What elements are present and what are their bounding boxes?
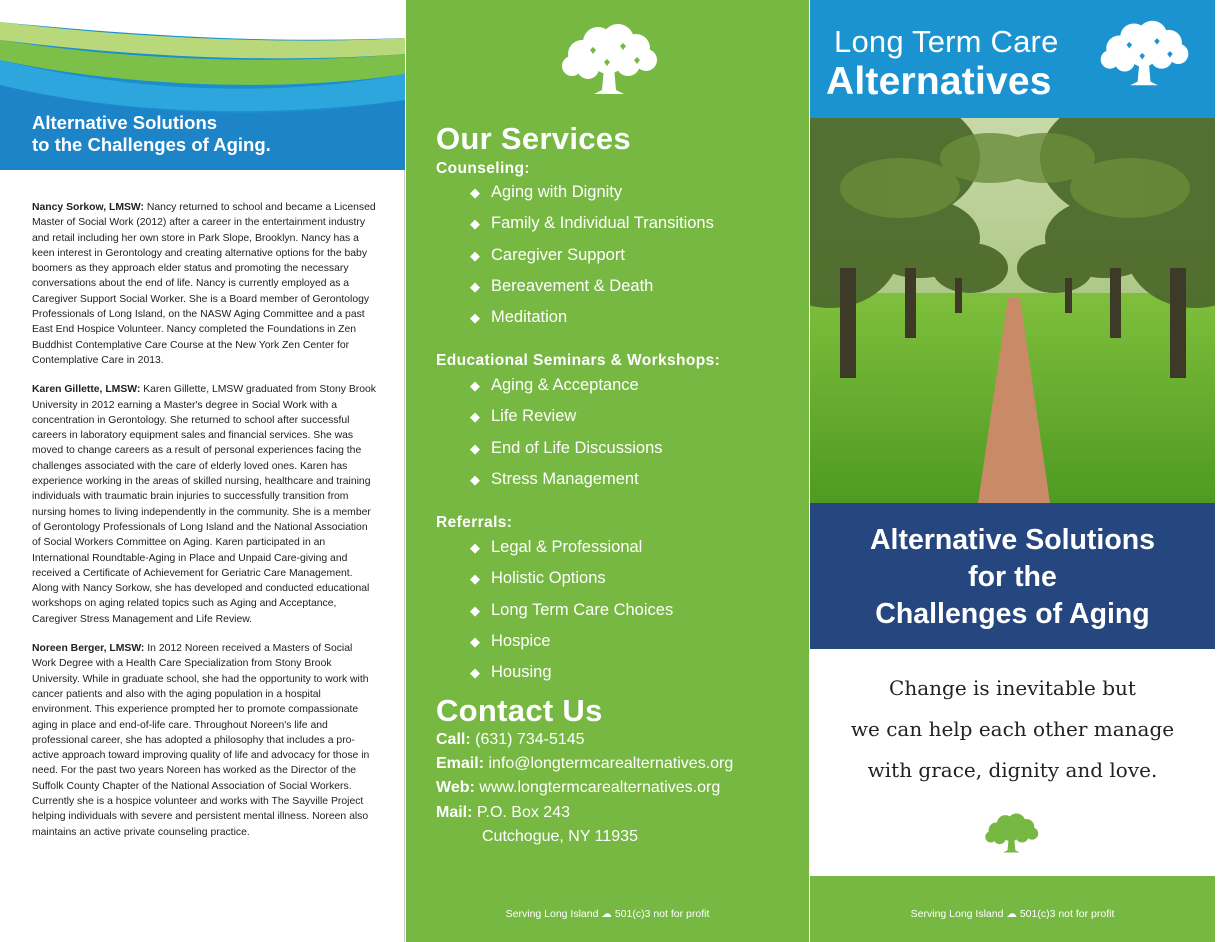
list-item [470, 212, 714, 243]
list-item-label: Family & Individual Transitions [491, 214, 714, 233]
counseling-heading: Counseling: [436, 160, 530, 177]
diamond-bullet-icon: ◆ [470, 471, 480, 487]
list-item-label: Hospice [491, 631, 551, 650]
footer-nonprofit: 501(c)3 not for profit [614, 908, 710, 920]
tagline-line-2: to the Challenges of Aging. [32, 134, 271, 155]
list-item [470, 306, 714, 337]
list-item [470, 405, 663, 436]
list-item-label: End of Life Discussions [491, 438, 663, 457]
diamond-bullet-icon: ◆ [470, 247, 480, 263]
diamond-bullet-icon: ◆ [470, 216, 480, 232]
contact-email [436, 752, 733, 776]
diamond-bullet-icon: ◆ [470, 409, 480, 425]
quote-line-3: with grace, dignity and love. [867, 758, 1158, 782]
cover-slogan [810, 503, 1215, 649]
list-item [470, 374, 663, 405]
list-item [470, 599, 673, 630]
list-item-label: Meditation [491, 308, 568, 327]
tree-logo-icon [983, 811, 1041, 855]
web-label: Web: [436, 779, 475, 797]
mail-label: Mail: [436, 803, 473, 821]
tree-small-icon: ☁ [1006, 908, 1017, 920]
bio-name: Nancy Sorkow, LMSW: [32, 202, 145, 213]
quote-line-1: Change is inevitable but [889, 676, 1136, 700]
list-item [470, 468, 663, 499]
cover-quote [810, 668, 1215, 791]
diamond-bullet-icon: ◆ [470, 310, 480, 326]
tree-logo-icon [1097, 14, 1193, 92]
list-item-label: Long Term Care Choices [491, 600, 674, 619]
phone-link[interactable]: (631) 734-5145 [470, 731, 585, 748]
slogan-line-1: Alternative Solutions [869, 524, 1156, 556]
bio-name: Karen Gillette, LMSW: [32, 384, 141, 396]
services-title: Our Services [436, 121, 631, 156]
seminars-list [470, 374, 663, 499]
diamond-bullet-icon: ◆ [470, 278, 480, 294]
services-footer [406, 908, 809, 920]
quote-line-2: we can help each other manage [850, 717, 1175, 741]
mail-address-line-2: Cutchogue, NY 11935 [482, 827, 638, 845]
cover-footer [810, 908, 1215, 920]
contact-web [436, 776, 733, 800]
left-tagline [32, 112, 271, 156]
referrals-list [470, 536, 673, 692]
footer-serving: Serving Long Island [505, 908, 599, 920]
services-panel [406, 0, 809, 942]
list-item-label: Bereavement & Death [491, 276, 654, 295]
bio-noreen [32, 641, 377, 840]
contact-title: Contact Us [436, 693, 603, 728]
brand-header [810, 0, 1215, 118]
footer-nonprofit: 501(c)3 not for profit [1019, 908, 1115, 920]
list-item [470, 661, 673, 692]
cover-panel [810, 0, 1217, 942]
diamond-bullet-icon: ◆ [470, 440, 480, 456]
slogan-line-2: for the [968, 561, 1057, 593]
mail-address-line-1: P.O. Box 243 [472, 803, 570, 821]
left-header-banner [0, 0, 405, 170]
tree-small-icon: ☁ [601, 908, 612, 920]
list-item-label: Aging & Acceptance [491, 376, 639, 394]
referrals-heading: Referrals: [436, 514, 513, 531]
contact-info [436, 728, 733, 849]
brand-line-1: Long Term Care [834, 24, 1059, 59]
staff-bios [32, 200, 377, 854]
call-label: Call: [436, 731, 471, 748]
bio-nancy [32, 200, 377, 368]
list-item [470, 630, 673, 661]
left-panel [0, 0, 405, 942]
list-item-label: Legal & Professional [491, 538, 643, 556]
slogan-line-3: Challenges of Aging [875, 598, 1150, 630]
bio-text: Nancy returned to school and became a Licensed Master of Social Work (2012) after a career in the entertainment industry and retail including her own store in Park Slope, Brooklyn. Nancy has a keen interest in Gerontology and creating alternative options for the baby boomers as they approach elder status and promoting the necessary conversations about the end of life. Nancy is currently employed as a Caregiver Support Social Worker. She is a Board member of Gerontology Professionals of Long Island, on the NASW Aging Committee and a past East End Hospice Volunteer. Nancy completed the Foundations in Zen Buddhist Contemplative Care Course at the New York Zen Center for Contemplative Care in 2013. [32, 202, 376, 366]
web-link[interactable]: www.longtermcarealternatives.org [474, 779, 721, 797]
tagline-line-1: Alternative Solutions [32, 112, 218, 133]
bio-text: In 2012 Noreen received a Masters of Social Work Degree with a Health Care Specialization from Stony Brook University. While in graduate school, she had the opportunity to work with cancer patients and also with the aging population in a hospital environment. This experience prompted her to promote compassionate aging in place and end-of-life care. Throughout Noreen's life and professional career, she has adopted a philosophy that includes a pro-active approach toward improving quality of life and advocacy for those in need. For the past two years Noreen has worked as the Director of the Suffolk County Chapter of the National Association of Social Workers. Currently she is a hospice volunteer and works with The Sayville Project helping individuals with severe and persistent mental illness. Noreen also maintains an active private counseling practice. [32, 643, 370, 838]
brand-line-2: Alternatives [826, 60, 1052, 103]
list-item-label: Caregiver Support [491, 245, 625, 264]
email-link[interactable]: info@longtermcarealternatives.org [484, 755, 734, 773]
list-item [470, 244, 714, 275]
counseling-list [470, 181, 714, 337]
oak-alley-photo [810, 118, 1215, 503]
diamond-bullet-icon: ◆ [470, 185, 480, 200]
cover-footer-bar [810, 876, 1215, 942]
diamond-bullet-icon: ◆ [470, 540, 480, 555]
list-item-label: Aging with Dignity [491, 183, 623, 201]
diamond-bullet-icon: ◆ [470, 378, 480, 393]
bio-karen [32, 382, 377, 627]
list-item [470, 567, 673, 598]
diamond-bullet-icon: ◆ [470, 571, 480, 587]
list-item-label: Housing [491, 663, 552, 682]
email-label: Email: [436, 755, 485, 773]
contact-mail [436, 801, 733, 825]
bio-name: Noreen Berger, LMSW: [32, 643, 145, 655]
list-item [470, 437, 663, 468]
list-item-label: Stress Management [491, 469, 639, 488]
diamond-bullet-icon: ◆ [470, 602, 480, 618]
diamond-bullet-icon: ◆ [470, 665, 480, 681]
contact-call [436, 728, 733, 752]
list-item [470, 536, 673, 567]
list-item-label: Life Review [491, 407, 577, 426]
list-item-label: Holistic Options [491, 569, 606, 588]
diamond-bullet-icon: ◆ [470, 633, 480, 649]
list-item [470, 275, 714, 306]
bio-text: Karen Gillette, LMSW graduated from Stony Brook University in 2012 earning a Master's degree in Social Work with a concentration in Gerontology. She returned to school after successful careers in laboratory equipment sales and financial services. She was moved to change careers as a result of personal experiences facing the challenges associated with the care of elderly loved ones. Karen has experience working in the areas of skilled nursing, healthcare and training individuals with traumatic brain injuries to successfully transition from nursing homes to living independently in the community. She is a member of Gerontology Professionals of Long Island and the National Association of Social Workers Committee on Aging. Karen participated in an International Roundtable-Aging in Place and Unpaid Care-giving and received a Certificate of Achievement for Geriatric Care Management. Along with Nancy Sorkow, she has developed and conducted educational workshops on aging related topics such as Aging and Acceptance, Caregiver Stress Management and Life Review. [32, 384, 376, 625]
tree-logo-icon [558, 24, 662, 94]
seminars-heading: Educational Seminars & Workshops: [436, 352, 721, 369]
footer-serving: Serving Long Island [910, 908, 1004, 920]
list-item [470, 181, 714, 212]
